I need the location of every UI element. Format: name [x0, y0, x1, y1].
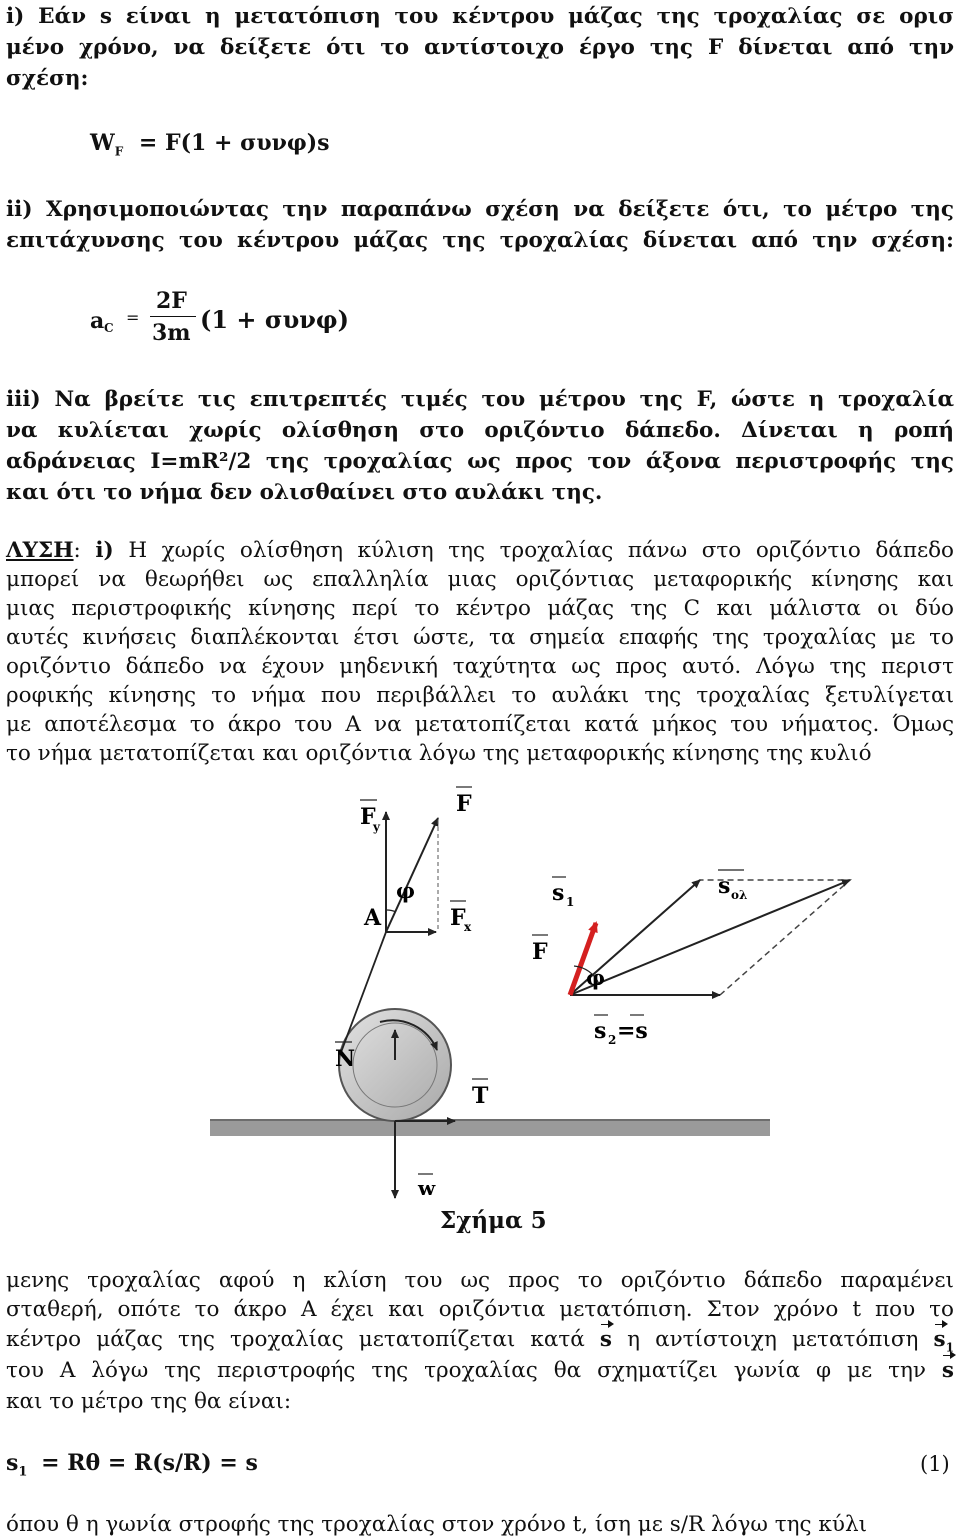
eq-acc-equals: = [126, 308, 140, 327]
part-ii-line-2: επιτάχυνσης του κέντρου μάζας της τροχαλίας δίνεται από την σχέση: [6, 228, 954, 253]
label-s2-eq: =s [617, 1018, 648, 1044]
label-n: N [335, 1046, 356, 1072]
part-i-line-1: i) Εάν s είναι η μετατόπιση του κέντρου μάζας της τροχαλίας σε ορισ [6, 4, 954, 29]
cont-line-4 [6, 1358, 954, 1383]
figure-caption: Σχήμα 5 [440, 1207, 547, 1234]
part-i-line-3: σχέση: [6, 66, 89, 91]
eq-s1-sub: 1 [18, 1464, 28, 1480]
eq-s1-rhs: = Rθ = R(s/R) = s [41, 1450, 258, 1476]
equation-number: (1) [920, 1452, 950, 1476]
label-s1: s [552, 880, 565, 906]
solution-line-6: ροφικής κίνησης το νήμα που περιβάλλει το αυλάκι της τροχαλίας ξετυλίγεται [6, 683, 954, 708]
label-w: w [418, 1176, 436, 1200]
cont-line-2: σταθερή, οπότε το άκρο Α έχει και οριζόντια μετατόπιση. Στον χρόνο t που το [6, 1297, 954, 1322]
pulley-wheel [339, 1009, 451, 1121]
cont-last-line: όπου θ η γωνία στροφής της τροχαλίας στον χρόνο t, ίση με s/R λόγω της κύλι [6, 1512, 867, 1537]
eq-s1-lhs: s [6, 1450, 19, 1476]
part-iii-line-1-text: iii) Να βρείτε τις επιτρεπτές τιμές του μέτρου της F, ώστε η τροχαλία [6, 387, 954, 412]
part-iii-line-4: και ότι το νήμα δεν ολισθαίνει στο αυλάκι της. [6, 480, 603, 505]
label-s2: s [594, 1018, 607, 1044]
label-phi-left: φ [396, 878, 416, 903]
cont-line-3-b: η αντίστοιχη μετατόπιση [611, 1327, 934, 1352]
label-fx-sub: x [464, 920, 472, 934]
vector-f [386, 818, 438, 932]
cont-line-3-a: κέντρο μάζας της τροχαλίας μετατοπίζεται κατά [6, 1327, 600, 1352]
solution-line-4: αυτές κινήσεις διαπλέκονται έτσι ώστε, τα σημεία επαφής της τροχαλίας με το [6, 625, 954, 650]
eq-acc-sub: C [104, 321, 114, 335]
vector-sol [570, 880, 850, 995]
eq-acc-denominator: 3m [152, 320, 191, 346]
label-f-right: F [532, 939, 548, 965]
label-f: F [456, 791, 472, 817]
label-s1-sub: 1 [566, 895, 575, 909]
solution-label: ΛΥΣΗ [6, 538, 74, 563]
solution-line-5: οριζόντιο δάπεδο να έχουν μηδενική ταχύτητα ως προς αυτό. Λόγω της περιστ [6, 654, 954, 679]
label-fy-sub: y [373, 820, 380, 834]
eq-work-sub: F [114, 144, 124, 159]
cont-line-1: μενης τροχαλίας αφού η κλίση του ως προς το οριζόντιο δάπεδο παραμένει [6, 1268, 954, 1293]
solution-line-8: το νήμα μετατοπίζεται και οριζόντια λόγω της μεταφορικής κίνησης της κυλιό [6, 741, 872, 766]
vector-s1-inline: s [933, 1327, 946, 1352]
label-fy: F [360, 804, 376, 830]
part-i-line-2: μένο χρόνο, να δείξετε ότι το αντίστοιχο έργο της F δίνεται από την [6, 35, 954, 60]
solution-first-line: Η χωρίς ολίσθηση κύλιση της τροχαλίας πάνω στο οριζόντιο δάπεδο [113, 538, 954, 563]
solution-colon: : [73, 538, 81, 563]
eq-work-lhs: W [90, 130, 115, 156]
label-s2-sub: 2 [608, 1033, 617, 1047]
solution-part-label: i) [95, 538, 114, 563]
vector-s-inline: s [599, 1327, 612, 1352]
eq-acc-paren: (1 + συνφ) [200, 305, 349, 334]
floor [210, 1120, 770, 1136]
cont-line-4-a: του Α λόγω της περιστροφής της τροχαλίας θα σχηματίζει γωνία φ με την [6, 1358, 942, 1383]
part-iii-line-2: να κυλίεται χωρίς ολίσθηση στο οριζόντιο δάπεδο. Δίνεται η ροπή [6, 418, 954, 443]
cont-line-5: και το μέτρο της θα είναι: [6, 1389, 292, 1414]
eq-acc-numerator: 2F [156, 288, 187, 314]
label-fx: F [450, 905, 466, 931]
vector-s-inline-2: s [941, 1358, 954, 1383]
angle-arc-left [386, 910, 396, 912]
part-iii-line-3: αδράνειας I=mR²/2 της τροχαλίας ως προς τον άξονα περιστροφής της [6, 449, 954, 474]
vector-s1-inline-sub: 1 [945, 1340, 954, 1355]
label-phi-right: φ [586, 965, 606, 990]
equation-s1 [6, 1450, 258, 1479]
eq-acc-lhs: a [90, 308, 105, 334]
label-sol-sub: ολ [731, 888, 748, 902]
label-t: T [472, 1083, 489, 1109]
cont-line-3 [6, 1327, 954, 1354]
part-ii-line-1: ii) Χρησιμοποιώντας την παραπάνω σχέση να δείξετε ότι, το μέτρο της [6, 197, 954, 222]
eq-work-rhs: = F(1 + συνφ)s [138, 130, 330, 156]
solution-line-3: μιας περιστροφικής κίνησης περί το κέντρο μάζας της C και μάλιστα οι δύο [6, 596, 954, 621]
solution-line-7: με αποτέλεσμα το άκρο του Α να μετατοπίζεται κατά μήκος του νήματος. Όμως [6, 712, 954, 737]
solution-line-2: μπορεί να θεωρήθει ως επαλληλία μιας οριζόντιας μεταφορικής κίνησης και [6, 567, 954, 592]
label-sol: s [718, 873, 731, 899]
label-a: A [364, 905, 382, 931]
